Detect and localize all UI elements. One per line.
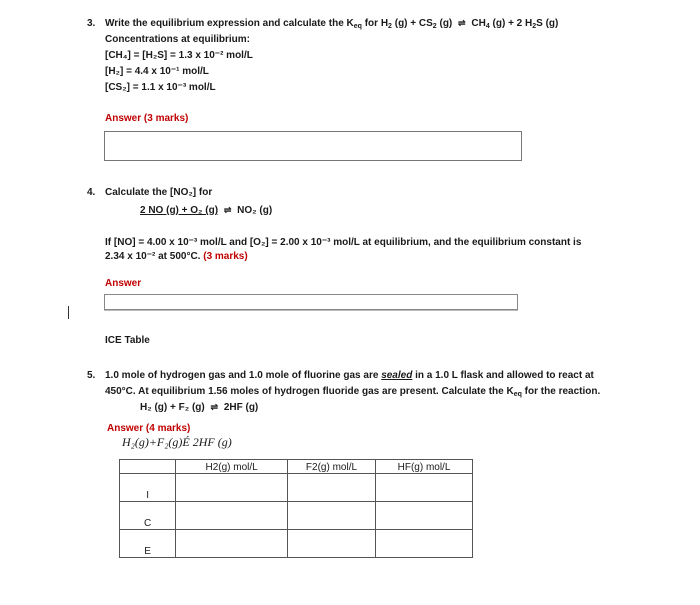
q3-conc-1: [CH₄] = [H₂S] = 1.3 x 10⁻² mol/L <box>105 50 253 61</box>
ice-cell[interactable] <box>176 530 288 558</box>
q4-answer-field[interactable] <box>104 294 518 310</box>
q4-given-2 <box>105 251 248 262</box>
ice-row-equilibrium <box>120 530 473 558</box>
ice-header-cell: H2(g) mol/L <box>176 460 288 474</box>
ice-table <box>119 459 473 558</box>
q5-prompt-1a: 1.0 mole of hydrogen gas and 1.0 mole of fluorine gas are <box>105 370 382 381</box>
q5-prompt-1 <box>105 370 594 381</box>
ice-cell[interactable] <box>287 530 375 558</box>
q4-answer-label: Answer <box>105 278 142 289</box>
ice-cell[interactable] <box>376 530 473 558</box>
ice-row-label: I <box>120 474 176 502</box>
q3-conc-2: [H₂] = 4.4 x 10⁻¹ mol/L <box>105 66 209 77</box>
q3-prompt-text-b: for H <box>361 18 389 29</box>
q3-answer-field[interactable] <box>104 131 522 161</box>
q4-eq-right: NO₂ (g) <box>237 205 273 216</box>
q3-ch4-sub: 4 <box>485 23 490 30</box>
equilibrium-arrow-icon: ⇌ <box>210 402 219 412</box>
q3-conc-3: [CS₂] = 1.1 x 10⁻³ mol/L <box>105 82 216 93</box>
q5-eq-left: H₂ (g) + F₂ (g) <box>140 402 205 413</box>
ice-row-initial <box>120 474 473 502</box>
ice-header-cell: HF(g) mol/L <box>376 460 473 474</box>
q5-prompt-2 <box>105 386 600 397</box>
ice-cell[interactable] <box>176 474 288 502</box>
q3-h2s-sub: 2 <box>532 23 537 30</box>
q3-prompt-text-e: CH <box>471 18 486 29</box>
ice-cell[interactable] <box>287 474 375 502</box>
q3-h2-sub: 2 <box>388 23 392 30</box>
q4-prompt: Calculate the [NO₂] for <box>105 187 213 198</box>
q5-answer-label: Answer (4 marks) <box>107 423 191 434</box>
ice-cell[interactable] <box>287 502 375 530</box>
q3-cs2-sub: 2 <box>432 23 437 30</box>
q5-number: 5. <box>87 370 96 381</box>
q4-given: If [NO] = 4.00 x 10⁻³ mol/L and [O₂] = 2.00 x 10⁻³ mol/L at equilibrium, and the equilibrium constant is <box>105 237 582 248</box>
q4-marks: (3 marks) <box>203 251 248 262</box>
q5-table-equation: H₂(g)+F₂(g)É 2HF (g) <box>122 435 232 449</box>
ice-header-cell <box>120 460 176 474</box>
q4-number: 4. <box>87 187 96 198</box>
q5-eq-right: 2HF (g) <box>223 402 259 413</box>
ice-row-label: C <box>120 502 176 530</box>
ice-cell[interactable] <box>376 474 473 502</box>
q5-keq-sub: eq <box>513 391 522 398</box>
q4-eq-left: 2 NO (g) + O₂ (g) <box>140 205 219 216</box>
ice-table-header-row <box>120 460 473 474</box>
q4-given-2-text: 2.34 x 10⁻² at 500°C. <box>105 251 201 262</box>
q3-keq-sub: eq <box>353 23 362 30</box>
text-cursor <box>68 306 69 319</box>
q3-prompt-text-c: (g) + CS <box>394 18 433 29</box>
q4-equation <box>140 205 272 216</box>
q3-prompt-text-g: S (g) <box>536 18 559 29</box>
q3-answer-label: Answer (3 marks) <box>105 113 189 124</box>
q3-conc-label: Concentrations at equilibrium: <box>105 34 251 45</box>
ice-row-change <box>120 502 473 530</box>
q5-prompt-1b: in a 1.0 L flask and allowed to react at <box>412 370 594 381</box>
q3-prompt-text-f: (g) + 2 H <box>492 18 533 29</box>
q3-number: 3. <box>87 18 96 29</box>
ice-cell[interactable] <box>376 502 473 530</box>
ice-cell[interactable] <box>176 502 288 530</box>
q3-prompt-text-a: Write the equilibrium expression and calculate the K <box>105 18 354 29</box>
q3-prompt <box>105 18 558 29</box>
q5-sealed: sealed <box>381 370 413 381</box>
ice-table-title: ICE Table <box>105 335 150 346</box>
q5-equation <box>140 402 258 413</box>
ice-header-cell: F2(g) mol/L <box>287 460 375 474</box>
q5-prompt-2a: 450°C. At equilibrium 1.56 moles of hydrogen fluoride gas are present. Calculate the K <box>105 386 514 397</box>
equilibrium-arrow-icon: ⇌ <box>458 18 466 28</box>
q3-prompt-text-d: (g) <box>439 18 453 29</box>
q5-prompt-2b: for the reaction. <box>521 386 601 397</box>
equilibrium-arrow-icon: ⇌ <box>223 205 232 215</box>
ice-row-label: E <box>120 530 176 558</box>
